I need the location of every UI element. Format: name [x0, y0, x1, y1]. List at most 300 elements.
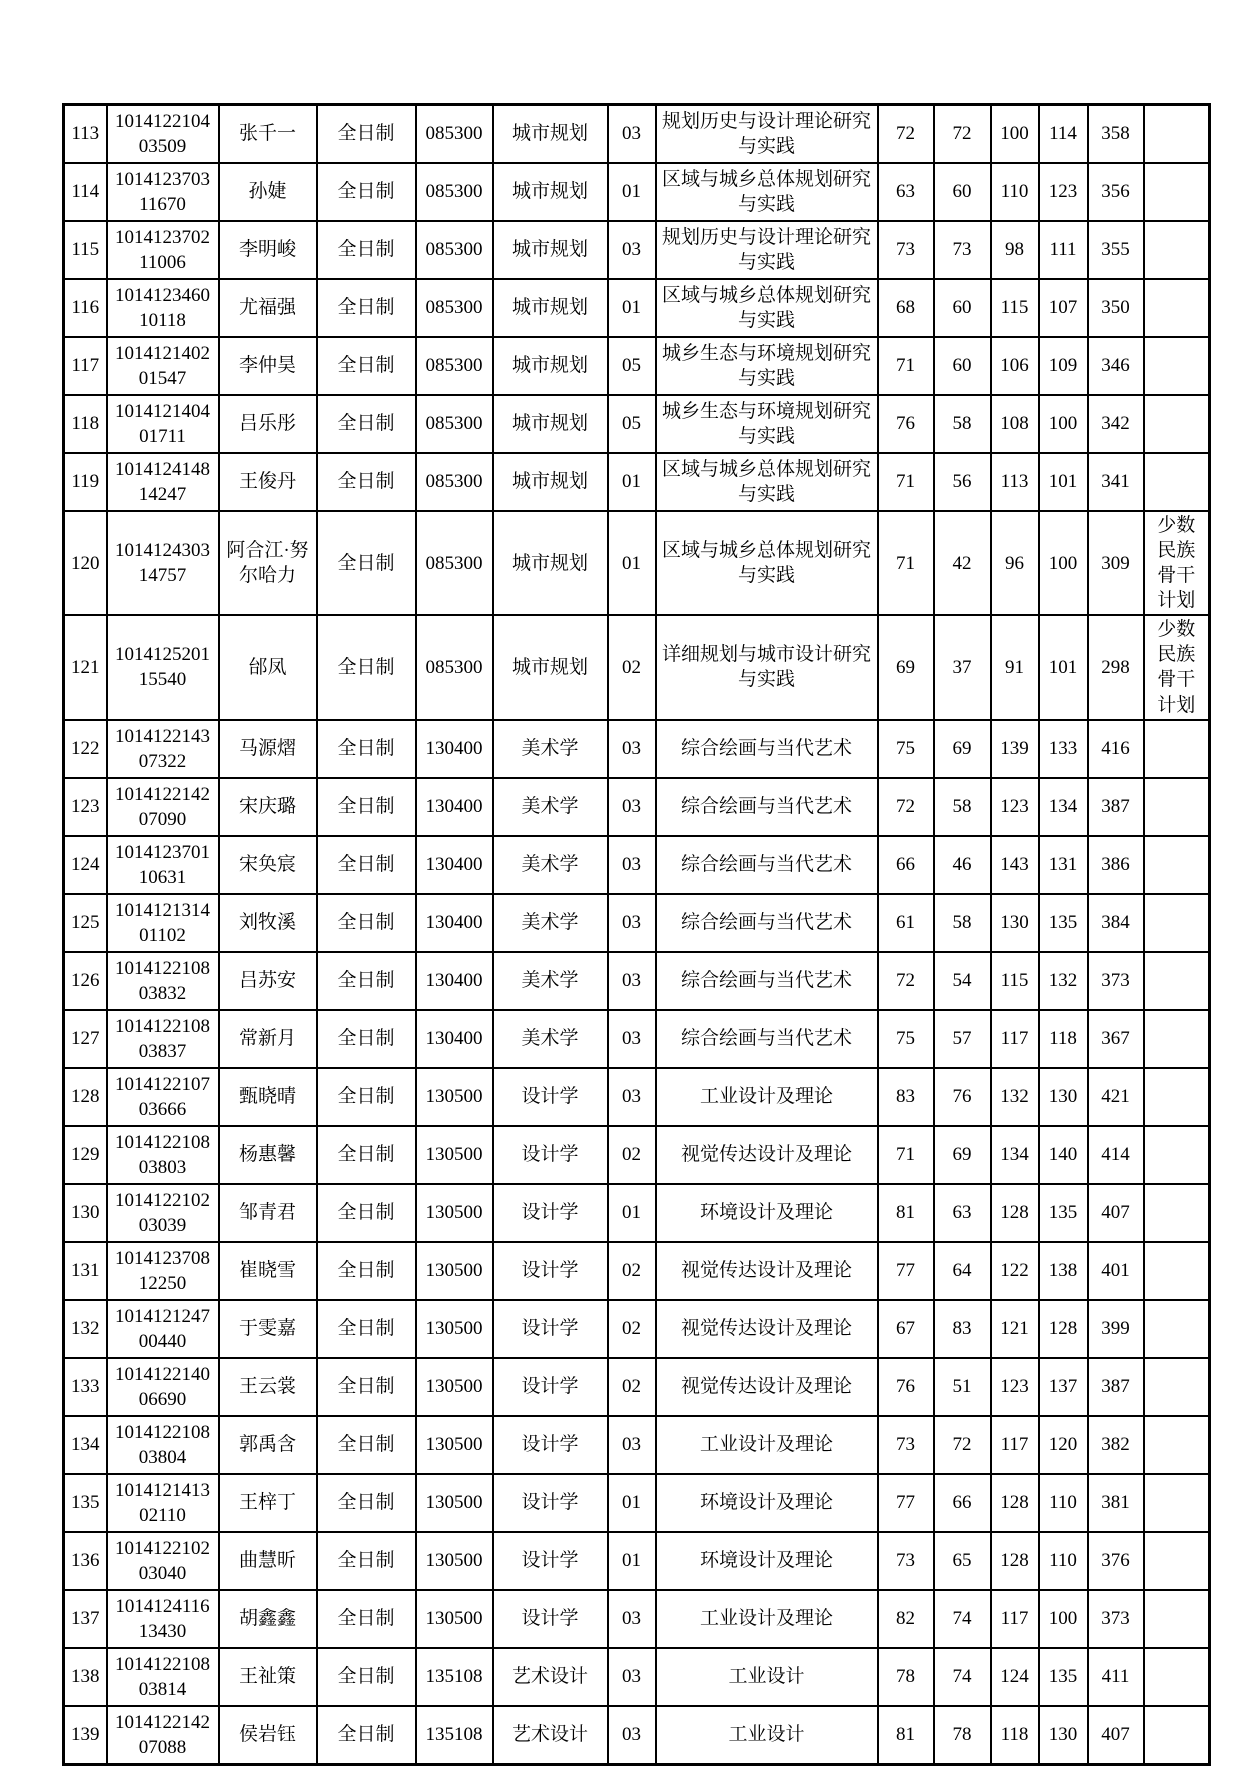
cell-score-4: 114 — [1039, 105, 1088, 164]
cell-score-2: 46 — [934, 836, 991, 894]
cell-direction-code: 01 — [608, 1474, 656, 1532]
cell-study-mode: 全日制 — [317, 1648, 416, 1706]
cell-score-1: 71 — [878, 453, 934, 511]
table-row — [64, 453, 1210, 511]
cell-major-name: 城市规划 — [493, 615, 608, 719]
cell-score-3: 108 — [991, 395, 1039, 453]
cell-research-direction: 环境设计及理论 — [656, 1184, 878, 1242]
cell-direction-code: 03 — [608, 221, 656, 279]
cell-study-mode: 全日制 — [317, 395, 416, 453]
cell-score-3: 117 — [991, 1010, 1039, 1068]
cell-research-direction: 视觉传达设计及理论 — [656, 1358, 878, 1416]
cell-remark — [1144, 894, 1210, 952]
cell-research-direction: 综合绘画与当代艺术 — [656, 1010, 878, 1068]
cell-row-number: 119 — [64, 453, 107, 511]
cell-score-1: 75 — [878, 720, 934, 778]
cell-total-score: 309 — [1088, 511, 1144, 615]
cell-direction-code: 02 — [608, 1126, 656, 1184]
cell-score-1: 82 — [878, 1590, 934, 1648]
cell-major-code: 130500 — [416, 1590, 493, 1648]
cell-candidate-id: 101412210203040 — [107, 1532, 219, 1590]
cell-research-direction: 视觉传达设计及理论 — [656, 1242, 878, 1300]
cell-total-score: 414 — [1088, 1126, 1144, 1184]
cell-candidate-name: 尤福强 — [219, 279, 317, 337]
cell-row-number: 125 — [64, 894, 107, 952]
cell-score-2: 60 — [934, 279, 991, 337]
cell-total-score: 376 — [1088, 1532, 1144, 1590]
cell-score-4: 123 — [1039, 163, 1088, 221]
cell-major-code: 130400 — [416, 720, 493, 778]
cell-remark — [1144, 337, 1210, 395]
cell-remark — [1144, 105, 1210, 164]
cell-row-number: 127 — [64, 1010, 107, 1068]
cell-major-name: 设计学 — [493, 1532, 608, 1590]
cell-candidate-name: 邹青君 — [219, 1184, 317, 1242]
cell-candidate-id: 101412140401711 — [107, 395, 219, 453]
cell-research-direction: 工业设计及理论 — [656, 1416, 878, 1474]
cell-research-direction: 区域与城乡总体规划研究与实践 — [656, 279, 878, 337]
cell-score-3: 139 — [991, 720, 1039, 778]
cell-direction-code: 03 — [608, 1706, 656, 1765]
cell-score-1: 66 — [878, 836, 934, 894]
cell-score-4: 133 — [1039, 720, 1088, 778]
cell-score-3: 96 — [991, 511, 1039, 615]
table-row — [64, 1068, 1210, 1126]
table-row — [64, 615, 1210, 719]
cell-row-number: 137 — [64, 1590, 107, 1648]
cell-score-4: 135 — [1039, 1184, 1088, 1242]
cell-row-number: 138 — [64, 1648, 107, 1706]
cell-direction-code: 01 — [608, 279, 656, 337]
cell-row-number: 132 — [64, 1300, 107, 1358]
cell-study-mode: 全日制 — [317, 1706, 416, 1765]
cell-remark — [1144, 1532, 1210, 1590]
cell-row-number: 123 — [64, 778, 107, 836]
cell-candidate-id: 101412214207090 — [107, 778, 219, 836]
cell-total-score: 298 — [1088, 615, 1144, 719]
cell-research-direction: 工业设计及理论 — [656, 1068, 878, 1126]
cell-major-code: 085300 — [416, 279, 493, 337]
cell-research-direction: 区域与城乡总体规划研究与实践 — [656, 163, 878, 221]
cell-score-4: 110 — [1039, 1474, 1088, 1532]
cell-direction-code: 02 — [608, 1300, 656, 1358]
cell-row-number: 133 — [64, 1358, 107, 1416]
cell-direction-code: 01 — [608, 1184, 656, 1242]
cell-row-number: 128 — [64, 1068, 107, 1126]
cell-score-1: 77 — [878, 1242, 934, 1300]
cell-score-4: 100 — [1039, 1590, 1088, 1648]
cell-candidate-id: 101412131401102 — [107, 894, 219, 952]
cell-research-direction: 规划历史与设计理论研究与实践 — [656, 221, 878, 279]
cell-research-direction: 综合绘画与当代艺术 — [656, 894, 878, 952]
table-row — [64, 279, 1210, 337]
table-row — [64, 836, 1210, 894]
cell-candidate-name: 常新月 — [219, 1010, 317, 1068]
cell-score-1: 67 — [878, 1300, 934, 1358]
cell-total-score: 401 — [1088, 1242, 1144, 1300]
cell-score-2: 66 — [934, 1474, 991, 1532]
table-row — [64, 1532, 1210, 1590]
cell-research-direction: 综合绘画与当代艺术 — [656, 952, 878, 1010]
cell-research-direction: 综合绘画与当代艺术 — [656, 778, 878, 836]
cell-total-score: 387 — [1088, 778, 1144, 836]
cell-score-2: 42 — [934, 511, 991, 615]
cell-score-2: 54 — [934, 952, 991, 1010]
cell-direction-code: 03 — [608, 105, 656, 164]
cell-score-1: 83 — [878, 1068, 934, 1126]
cell-score-3: 115 — [991, 279, 1039, 337]
cell-remark — [1144, 1416, 1210, 1474]
cell-research-direction: 工业设计 — [656, 1706, 878, 1765]
cell-row-number: 116 — [64, 279, 107, 337]
cell-study-mode: 全日制 — [317, 894, 416, 952]
cell-score-3: 106 — [991, 337, 1039, 395]
cell-score-3: 121 — [991, 1300, 1039, 1358]
cell-remark — [1144, 720, 1210, 778]
cell-candidate-name: 崔晓雪 — [219, 1242, 317, 1300]
cell-remark: 少数民族骨干计划 — [1144, 615, 1210, 719]
cell-direction-code: 03 — [608, 1010, 656, 1068]
cell-score-1: 68 — [878, 279, 934, 337]
cell-major-name: 设计学 — [493, 1068, 608, 1126]
cell-score-1: 72 — [878, 952, 934, 1010]
cell-major-name: 设计学 — [493, 1184, 608, 1242]
cell-major-code: 085300 — [416, 453, 493, 511]
table-row — [64, 894, 1210, 952]
cell-candidate-name: 吕苏安 — [219, 952, 317, 1010]
table-row — [64, 720, 1210, 778]
cell-candidate-name: 孙婕 — [219, 163, 317, 221]
cell-candidate-id: 101412346010118 — [107, 279, 219, 337]
cell-research-direction: 综合绘画与当代艺术 — [656, 836, 878, 894]
cell-remark — [1144, 1648, 1210, 1706]
cell-score-2: 69 — [934, 720, 991, 778]
cell-study-mode: 全日制 — [317, 778, 416, 836]
cell-remark — [1144, 1300, 1210, 1358]
cell-score-2: 74 — [934, 1648, 991, 1706]
cell-total-score: 367 — [1088, 1010, 1144, 1068]
table-row — [64, 1010, 1210, 1068]
cell-score-4: 131 — [1039, 836, 1088, 894]
cell-score-3: 123 — [991, 778, 1039, 836]
cell-score-2: 72 — [934, 105, 991, 164]
cell-major-code: 130500 — [416, 1242, 493, 1300]
cell-major-name: 设计学 — [493, 1358, 608, 1416]
cell-row-number: 122 — [64, 720, 107, 778]
cell-score-2: 64 — [934, 1242, 991, 1300]
table-row — [64, 1474, 1210, 1532]
table-row — [64, 221, 1210, 279]
cell-major-code: 085300 — [416, 615, 493, 719]
cell-direction-code: 01 — [608, 163, 656, 221]
cell-score-4: 138 — [1039, 1242, 1088, 1300]
cell-major-code: 085300 — [416, 163, 493, 221]
cell-row-number: 118 — [64, 395, 107, 453]
cell-score-1: 76 — [878, 395, 934, 453]
cell-score-4: 111 — [1039, 221, 1088, 279]
cell-study-mode: 全日制 — [317, 1590, 416, 1648]
cell-score-4: 140 — [1039, 1126, 1088, 1184]
cell-score-1: 73 — [878, 1532, 934, 1590]
cell-score-4: 130 — [1039, 1706, 1088, 1765]
cell-remark — [1144, 395, 1210, 453]
cell-total-score: 399 — [1088, 1300, 1144, 1358]
cell-candidate-name: 杨惠馨 — [219, 1126, 317, 1184]
cell-total-score: 407 — [1088, 1706, 1144, 1765]
cell-major-code: 130500 — [416, 1126, 493, 1184]
cell-remark — [1144, 1706, 1210, 1765]
cell-total-score: 373 — [1088, 1590, 1144, 1648]
cell-score-3: 110 — [991, 163, 1039, 221]
cell-candidate-id: 101412210403509 — [107, 105, 219, 164]
cell-candidate-id: 101412210703666 — [107, 1068, 219, 1126]
cell-total-score: 386 — [1088, 836, 1144, 894]
cell-direction-code: 03 — [608, 836, 656, 894]
cell-major-code: 130500 — [416, 1532, 493, 1590]
cell-candidate-id: 101412214006690 — [107, 1358, 219, 1416]
cell-major-name: 美术学 — [493, 894, 608, 952]
cell-major-code: 085300 — [416, 105, 493, 164]
cell-score-4: 135 — [1039, 894, 1088, 952]
cell-major-name: 设计学 — [493, 1474, 608, 1532]
cell-research-direction: 区域与城乡总体规划研究与实践 — [656, 511, 878, 615]
cell-research-direction: 视觉传达设计及理论 — [656, 1300, 878, 1358]
cell-study-mode: 全日制 — [317, 1184, 416, 1242]
cell-major-name: 艺术设计 — [493, 1706, 608, 1765]
cell-score-3: 128 — [991, 1474, 1039, 1532]
cell-score-1: 78 — [878, 1648, 934, 1706]
cell-candidate-id: 101412210803804 — [107, 1416, 219, 1474]
cell-study-mode: 全日制 — [317, 337, 416, 395]
cell-candidate-id: 101412210803803 — [107, 1126, 219, 1184]
cell-major-code: 130400 — [416, 894, 493, 952]
cell-study-mode: 全日制 — [317, 279, 416, 337]
cell-score-1: 72 — [878, 778, 934, 836]
cell-score-2: 58 — [934, 395, 991, 453]
cell-candidate-id: 101412140201547 — [107, 337, 219, 395]
cell-row-number: 121 — [64, 615, 107, 719]
cell-direction-code: 05 — [608, 395, 656, 453]
cell-candidate-name: 马源熠 — [219, 720, 317, 778]
cell-major-code: 130500 — [416, 1184, 493, 1242]
cell-major-code: 085300 — [416, 395, 493, 453]
cell-study-mode: 全日制 — [317, 1300, 416, 1358]
cell-row-number: 139 — [64, 1706, 107, 1765]
cell-candidate-name: 曲慧昕 — [219, 1532, 317, 1590]
cell-major-code: 130400 — [416, 1010, 493, 1068]
cell-study-mode: 全日制 — [317, 163, 416, 221]
cell-total-score: 350 — [1088, 279, 1144, 337]
cell-total-score: 356 — [1088, 163, 1144, 221]
cell-major-code: 130400 — [416, 836, 493, 894]
cell-candidate-id: 101412414814247 — [107, 453, 219, 511]
cell-score-3: 143 — [991, 836, 1039, 894]
cell-score-3: 132 — [991, 1068, 1039, 1126]
cell-candidate-id: 101412430314757 — [107, 511, 219, 615]
table-row — [64, 1242, 1210, 1300]
cell-score-3: 98 — [991, 221, 1039, 279]
cell-direction-code: 02 — [608, 615, 656, 719]
cell-study-mode: 全日制 — [317, 1474, 416, 1532]
table-row — [64, 1358, 1210, 1416]
cell-score-2: 60 — [934, 163, 991, 221]
cell-candidate-name: 张千一 — [219, 105, 317, 164]
cell-row-number: 131 — [64, 1242, 107, 1300]
cell-score-4: 109 — [1039, 337, 1088, 395]
cell-score-2: 57 — [934, 1010, 991, 1068]
cell-candidate-name: 李仲昊 — [219, 337, 317, 395]
cell-candidate-name: 吕乐彤 — [219, 395, 317, 453]
cell-candidate-id: 101412411613430 — [107, 1590, 219, 1648]
cell-score-3: 118 — [991, 1706, 1039, 1765]
cell-candidate-id: 101412210803814 — [107, 1648, 219, 1706]
cell-score-2: 56 — [934, 453, 991, 511]
cell-research-direction: 规划历史与设计理论研究与实践 — [656, 105, 878, 164]
cell-major-code: 130500 — [416, 1068, 493, 1126]
cell-score-3: 91 — [991, 615, 1039, 719]
table-row — [64, 1416, 1210, 1474]
cell-candidate-name: 宋奂宸 — [219, 836, 317, 894]
cell-major-code: 085300 — [416, 221, 493, 279]
cell-score-1: 71 — [878, 511, 934, 615]
cell-major-name: 设计学 — [493, 1126, 608, 1184]
cell-major-name: 城市规划 — [493, 395, 608, 453]
cell-direction-code: 03 — [608, 1590, 656, 1648]
cell-research-direction: 区域与城乡总体规划研究与实践 — [656, 453, 878, 511]
cell-study-mode: 全日制 — [317, 615, 416, 719]
cell-total-score: 382 — [1088, 1416, 1144, 1474]
cell-score-3: 122 — [991, 1242, 1039, 1300]
cell-total-score: 346 — [1088, 337, 1144, 395]
cell-score-2: 60 — [934, 337, 991, 395]
cell-study-mode: 全日制 — [317, 720, 416, 778]
cell-score-2: 78 — [934, 1706, 991, 1765]
cell-major-code: 130500 — [416, 1300, 493, 1358]
cell-score-4: 118 — [1039, 1010, 1088, 1068]
cell-total-score: 341 — [1088, 453, 1144, 511]
cell-score-1: 69 — [878, 615, 934, 719]
cell-research-direction: 城乡生态与环境规划研究与实践 — [656, 337, 878, 395]
cell-score-3: 128 — [991, 1184, 1039, 1242]
cell-total-score: 411 — [1088, 1648, 1144, 1706]
cell-row-number: 113 — [64, 105, 107, 164]
cell-total-score: 373 — [1088, 952, 1144, 1010]
table-body — [64, 105, 1210, 1765]
cell-candidate-id: 101412210803832 — [107, 952, 219, 1010]
cell-score-2: 69 — [934, 1126, 991, 1184]
cell-score-4: 100 — [1039, 511, 1088, 615]
cell-score-1: 73 — [878, 221, 934, 279]
cell-direction-code: 05 — [608, 337, 656, 395]
cell-score-4: 101 — [1039, 453, 1088, 511]
cell-row-number: 115 — [64, 221, 107, 279]
cell-major-name: 城市规划 — [493, 337, 608, 395]
cell-total-score: 384 — [1088, 894, 1144, 952]
cell-remark — [1144, 1068, 1210, 1126]
cell-study-mode: 全日制 — [317, 1126, 416, 1184]
cell-direction-code: 03 — [608, 1648, 656, 1706]
table-row — [64, 1184, 1210, 1242]
cell-score-4: 137 — [1039, 1358, 1088, 1416]
cell-remark — [1144, 952, 1210, 1010]
cell-remark — [1144, 836, 1210, 894]
cell-direction-code: 03 — [608, 1416, 656, 1474]
cell-candidate-name: 胡鑫鑫 — [219, 1590, 317, 1648]
cell-candidate-name: 侯岩钰 — [219, 1706, 317, 1765]
cell-total-score: 355 — [1088, 221, 1144, 279]
cell-score-3: 124 — [991, 1648, 1039, 1706]
cell-remark — [1144, 453, 1210, 511]
cell-row-number: 135 — [64, 1474, 107, 1532]
cell-score-1: 76 — [878, 1358, 934, 1416]
cell-total-score: 342 — [1088, 395, 1144, 453]
cell-total-score: 407 — [1088, 1184, 1144, 1242]
cell-score-3: 113 — [991, 453, 1039, 511]
cell-major-code: 135108 — [416, 1706, 493, 1765]
cell-candidate-name: 邰凤 — [219, 615, 317, 719]
cell-total-score: 387 — [1088, 1358, 1144, 1416]
cell-row-number: 114 — [64, 163, 107, 221]
cell-candidate-id: 101412214307322 — [107, 720, 219, 778]
cell-row-number: 134 — [64, 1416, 107, 1474]
cell-research-direction: 工业设计 — [656, 1648, 878, 1706]
cell-direction-code: 02 — [608, 1358, 656, 1416]
cell-direction-code: 01 — [608, 511, 656, 615]
cell-score-4: 128 — [1039, 1300, 1088, 1358]
cell-candidate-id: 101412520115540 — [107, 615, 219, 719]
table-row — [64, 163, 1210, 221]
cell-study-mode: 全日制 — [317, 1242, 416, 1300]
cell-remark: 少数民族骨干计划 — [1144, 511, 1210, 615]
cell-major-name: 美术学 — [493, 720, 608, 778]
cell-score-2: 74 — [934, 1590, 991, 1648]
cell-score-4: 130 — [1039, 1068, 1088, 1126]
cell-research-direction: 综合绘画与当代艺术 — [656, 720, 878, 778]
cell-remark — [1144, 221, 1210, 279]
cell-candidate-id: 101412214207088 — [107, 1706, 219, 1765]
cell-score-1: 71 — [878, 337, 934, 395]
cell-score-3: 128 — [991, 1532, 1039, 1590]
cell-remark — [1144, 279, 1210, 337]
cell-score-4: 134 — [1039, 778, 1088, 836]
cell-score-3: 134 — [991, 1126, 1039, 1184]
cell-remark — [1144, 1010, 1210, 1068]
cell-candidate-id: 101412370110631 — [107, 836, 219, 894]
cell-score-3: 117 — [991, 1416, 1039, 1474]
cell-candidate-name: 李明峻 — [219, 221, 317, 279]
cell-score-4: 120 — [1039, 1416, 1088, 1474]
cell-candidate-id: 101412370211006 — [107, 221, 219, 279]
table-row — [64, 1300, 1210, 1358]
cell-major-name: 城市规划 — [493, 511, 608, 615]
cell-total-score: 416 — [1088, 720, 1144, 778]
cell-major-name: 设计学 — [493, 1590, 608, 1648]
cell-candidate-name: 郭禹含 — [219, 1416, 317, 1474]
cell-score-2: 76 — [934, 1068, 991, 1126]
cell-major-name: 城市规划 — [493, 453, 608, 511]
cell-study-mode: 全日制 — [317, 1532, 416, 1590]
cell-study-mode: 全日制 — [317, 453, 416, 511]
cell-direction-code: 03 — [608, 720, 656, 778]
cell-major-name: 设计学 — [493, 1416, 608, 1474]
cell-score-1: 73 — [878, 1416, 934, 1474]
cell-major-code: 130500 — [416, 1358, 493, 1416]
cell-major-name: 美术学 — [493, 952, 608, 1010]
cell-remark — [1144, 1242, 1210, 1300]
cell-row-number: 129 — [64, 1126, 107, 1184]
cell-candidate-id: 101412370812250 — [107, 1242, 219, 1300]
cell-score-2: 65 — [934, 1532, 991, 1590]
